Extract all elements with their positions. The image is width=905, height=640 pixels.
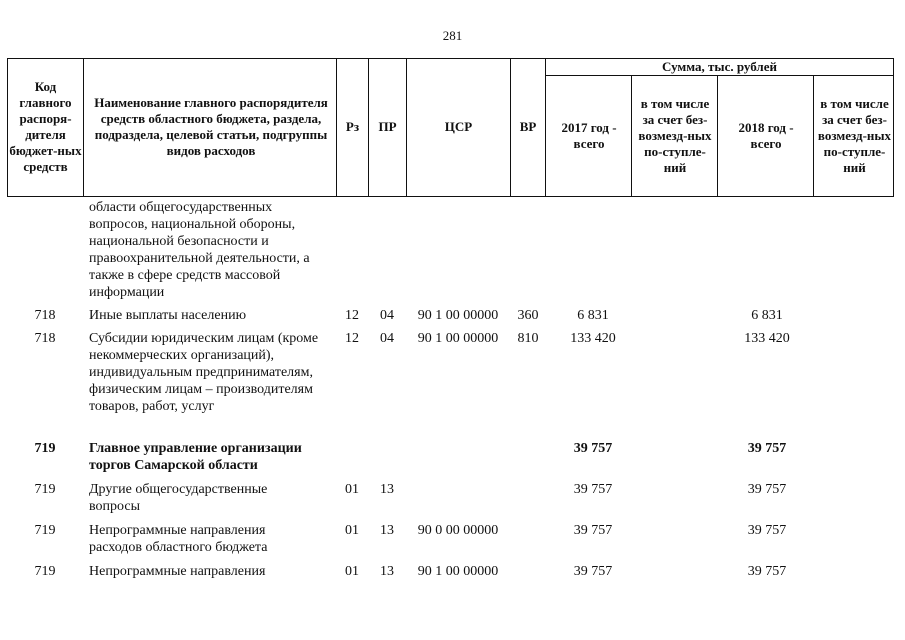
- cell-code: 719: [34, 482, 56, 497]
- header-csr: ЦСР: [444, 119, 473, 134]
- cell-sum-2017: 39 757: [573, 441, 613, 456]
- cell-pr: 04: [380, 308, 394, 323]
- col-line: [717, 75, 718, 197]
- cell-code: 718: [34, 308, 56, 323]
- header-bottom-border: [7, 196, 894, 197]
- cell-name: Иные выплаты населению: [89, 308, 247, 323]
- cell-name: Главное управление организации торгов Самарской области: [89, 441, 302, 473]
- cell-sum-2018: 39 757: [747, 564, 787, 579]
- col-line: [7, 58, 8, 197]
- cell-pr: 13: [380, 564, 394, 579]
- cell-rz: 01: [345, 523, 359, 538]
- header-2018-free: в том числе за счет без-возмезд-ных по-ступле-ний: [817, 96, 892, 175]
- header-pr: ПР: [378, 119, 397, 134]
- cell-code: 718: [34, 331, 56, 346]
- cell-sum-2017: 39 757: [573, 564, 613, 579]
- cell-csr: 90 1 00 00000: [417, 564, 499, 579]
- cell-rz: 01: [345, 564, 359, 579]
- page-number: 281: [442, 28, 463, 43]
- cell-code: 719: [34, 523, 56, 538]
- cell-rz: 01: [345, 482, 359, 497]
- cell-sum-2017: 6 831: [577, 308, 609, 323]
- cell-csr: 90 0 00 00000: [417, 523, 499, 538]
- header-sum-title: Сумма, тыс. рублей: [662, 58, 777, 74]
- cell-csr: 90 1 00 00000: [417, 308, 499, 323]
- cell-sum-2017: 133 420: [570, 331, 616, 346]
- header-vr: ВР: [519, 119, 537, 134]
- header-2018-total: 2018 год - всего: [738, 120, 794, 151]
- cell-name: Непрограммные направления расходов областного бюджета: [89, 523, 268, 555]
- cell-sum-2018: 6 831: [751, 308, 783, 323]
- continuation-text: области общегосударственных вопросов, национальной обороны, национальной безопасности и правоохранительной деятельности, а также в сфере средств массовой информации: [89, 200, 310, 300]
- cell-pr: 13: [380, 523, 394, 538]
- cell-pr: 04: [380, 331, 394, 346]
- cell-pr: 13: [380, 482, 394, 497]
- cell-name: Непрограммные направления: [89, 564, 266, 579]
- header-rz: Рз: [345, 119, 360, 134]
- cell-vr: 360: [517, 308, 539, 323]
- cell-code: 719: [34, 441, 56, 456]
- cell-name: Субсидии юридическим лицам (кроме некоммерческих организаций), индивидуальным предпринимателям, физическим лицам – производителям товаров, работ, услуг: [89, 331, 319, 414]
- cell-code: 719: [34, 564, 56, 579]
- cell-rz: 12: [345, 331, 359, 346]
- cell-sum-2018: 133 420: [744, 331, 790, 346]
- cell-sum-2017: 39 757: [573, 523, 613, 538]
- cell-sum-2018: 39 757: [747, 441, 787, 456]
- cell-name: Другие общегосударственные вопросы: [89, 482, 268, 514]
- cell-sum-2018: 39 757: [747, 523, 787, 538]
- cell-sum-2017: 39 757: [573, 482, 613, 497]
- cell-rz: 12: [345, 308, 359, 323]
- col-line: [813, 75, 814, 197]
- col-line: [893, 58, 894, 197]
- header-name: Наименование главного распорядителя средств областного бюджета, раздела, подраздела, целевой статьи, подгруппы видов расходов: [94, 95, 328, 158]
- cell-csr: 90 1 00 00000: [417, 331, 499, 346]
- cell-sum-2018: 39 757: [747, 482, 787, 497]
- table-header: [7, 58, 894, 197]
- header-2017-free: в том числе за счет без-возмезд-ных по-ступле-ний: [638, 96, 712, 175]
- col-line: [83, 58, 84, 197]
- header-2017-total: 2017 год - всего: [561, 120, 617, 151]
- header-code: Код главного распоря-дителя бюджет-ных средств: [9, 79, 82, 174]
- col-line: [631, 75, 632, 197]
- col-line: [545, 58, 546, 197]
- cell-vr: 810: [517, 331, 539, 346]
